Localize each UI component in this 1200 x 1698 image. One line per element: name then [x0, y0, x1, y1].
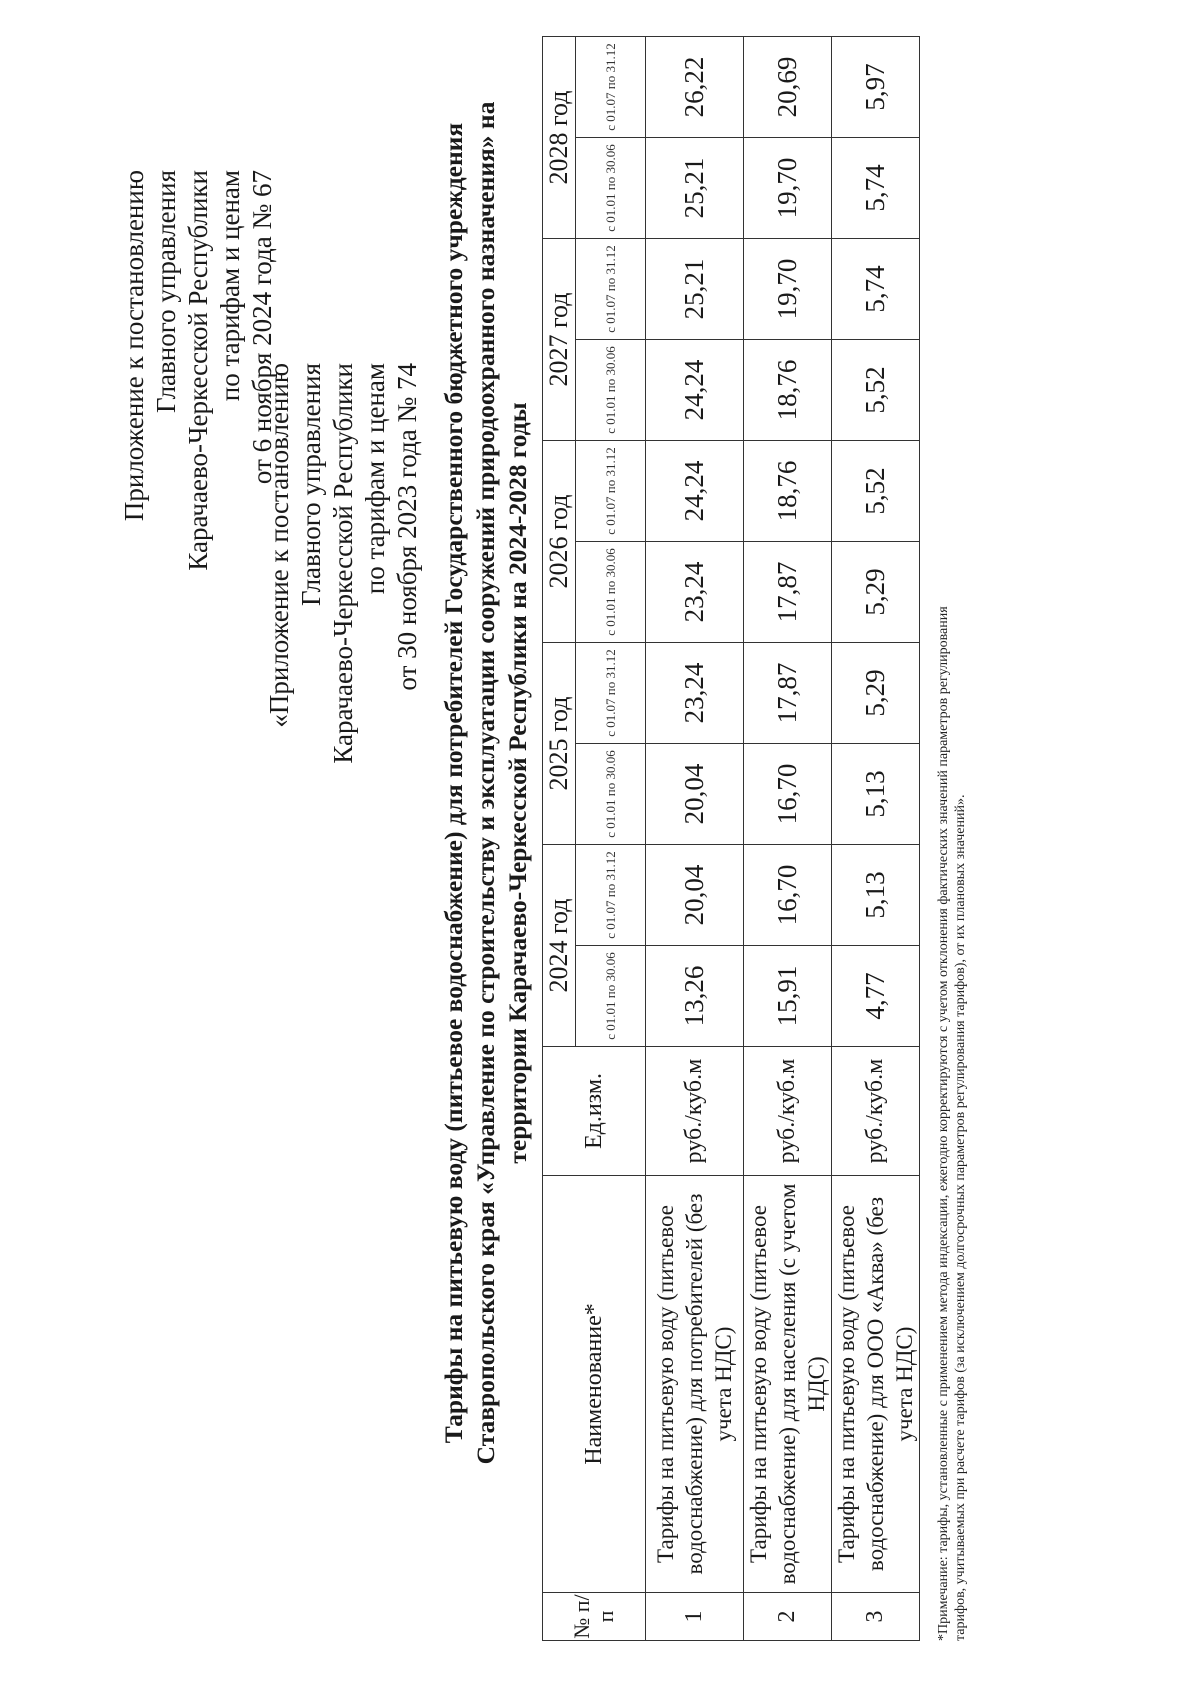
row-number: 3 [832, 1593, 920, 1641]
tariff-value: 20,69 [744, 37, 832, 138]
tariff-value: 26,22 [646, 37, 744, 138]
header-period: с 01.07 по 31.12 [576, 239, 646, 340]
tariff-value: 20,04 [646, 744, 744, 845]
tariff-value: 24,24 [646, 340, 744, 441]
tariff-value: 17,87 [744, 643, 832, 744]
row-unit: руб./куб.м [744, 1047, 832, 1176]
header-line: Карачаево-Черкесской Республики [183, 170, 213, 571]
footnote-line: тарифов, учитываемых при расчете тарифов (за исключением долгосрочных параметров регулирования тарифов), от их плановых значений». [953, 794, 968, 1641]
tariff-value: 15,91 [744, 946, 832, 1047]
row-name: Тарифы на питьевую воду (питьевое водоснабжение) для ООО «Аква» (без учета НДС) [832, 1176, 920, 1593]
footnote [935, 21, 969, 1641]
document-title [438, 48, 534, 1518]
row-name: Тарифы на питьевую воду (питьевое водоснабжение) для потребителей (без учета НДС) [646, 1176, 744, 1593]
header-period: с 01.07 по 31.12 [576, 845, 646, 946]
tariff-value: 5,52 [832, 340, 920, 441]
tariff-value: 5,13 [832, 744, 920, 845]
tariff-value: 25,21 [646, 239, 744, 340]
title-line: Тарифы на питьевую воду (питьевое водоснабжение) для потребителей Государственного бюджетного учреждения [439, 122, 468, 1444]
footnote-line: *Примечание: тарифы, установленные с применением метода индексации, ежегодно корректируются с учетом отклонения фактических значений параметров регулирования [936, 606, 951, 1641]
header-year: 2025 год [543, 643, 576, 845]
tariff-value: 5,97 [832, 37, 920, 138]
header-line: по тарифам и ценам [360, 363, 390, 595]
tariff-value: 5,29 [832, 542, 920, 643]
header-number: № п/п [543, 1593, 646, 1641]
tariff-value: 17,87 [744, 542, 832, 643]
header-period: с 01.07 по 31.12 [576, 37, 646, 138]
tariff-value: 4,77 [832, 946, 920, 1047]
header-year: 2024 год [543, 845, 576, 1047]
tariff-value: 25,21 [646, 138, 744, 239]
header-period: с 01.01 по 30.06 [576, 138, 646, 239]
appendix-header-current [118, 170, 278, 1698]
header-line: от 6 ноября 2024 года № 67 [247, 170, 277, 485]
header-year: 2028 год [543, 37, 576, 239]
tariff-value: 20,04 [646, 845, 744, 946]
header-period: с 01.01 по 30.06 [576, 946, 646, 1047]
row-number: 1 [646, 1593, 744, 1641]
header-line: Главного управления [296, 363, 326, 606]
tariff-value: 23,24 [646, 542, 744, 643]
header-year: 2027 год [543, 239, 576, 441]
appendix-header-previous [263, 363, 423, 1698]
header-line: по тарифам и ценам [215, 170, 245, 402]
tariff-value: 24,24 [646, 441, 744, 542]
title-line: территории Карачаево-Черкесской Республики на 2024-2028 годы [503, 402, 532, 1164]
tariff-value: 23,24 [646, 643, 744, 744]
header-period: с 01.01 по 30.06 [576, 744, 646, 845]
header-period: с 01.01 по 30.06 [576, 340, 646, 441]
row-name: Тарифы на питьевую воду (питьевое водоснабжение) для населения (с учетом НДС) [744, 1176, 832, 1593]
header-line: Приложение к постановлению [119, 170, 149, 522]
title-line: Ставропольского края «Управление по строительству и эксплуатации сооружений природоохранного назначения» на [471, 101, 500, 1465]
header-line: от 30 ноября 2023 года № 74 [392, 363, 422, 691]
header-unit: Ед.изм. [543, 1047, 646, 1176]
row-unit: руб./куб.м [832, 1047, 920, 1176]
tariff-value: 5,74 [832, 239, 920, 340]
row-number: 2 [744, 1593, 832, 1641]
tariff-value: 16,70 [744, 744, 832, 845]
tariff-value: 19,70 [744, 138, 832, 239]
tariff-value: 5,74 [832, 138, 920, 239]
tariff-value: 5,13 [832, 845, 920, 946]
header-period: с 01.07 по 31.12 [576, 441, 646, 542]
header-period: с 01.01 по 30.06 [576, 542, 646, 643]
tariff-value: 5,52 [832, 441, 920, 542]
tariff-value: 18,76 [744, 340, 832, 441]
header-line: Главного управления [151, 170, 181, 413]
table-row [646, 37, 744, 1641]
tariff-value: 16,70 [744, 845, 832, 946]
tariff-value: 19,70 [744, 239, 832, 340]
table-header-row-years [543, 37, 576, 1641]
header-line: «Приложение к постановлению [264, 363, 294, 728]
tariffs-table [542, 36, 920, 1641]
table-row [744, 37, 832, 1641]
header-period: с 01.07 по 31.12 [576, 643, 646, 744]
header-line: Карачаево-Черкесской Республики [328, 363, 358, 764]
header-year: 2026 год [543, 441, 576, 643]
row-unit: руб./куб.м [646, 1047, 744, 1176]
tariff-value: 5,29 [832, 643, 920, 744]
tariff-value: 13,26 [646, 946, 744, 1047]
table-row [832, 37, 920, 1641]
header-name: Наименование* [543, 1176, 646, 1593]
tariff-value: 18,76 [744, 441, 832, 542]
